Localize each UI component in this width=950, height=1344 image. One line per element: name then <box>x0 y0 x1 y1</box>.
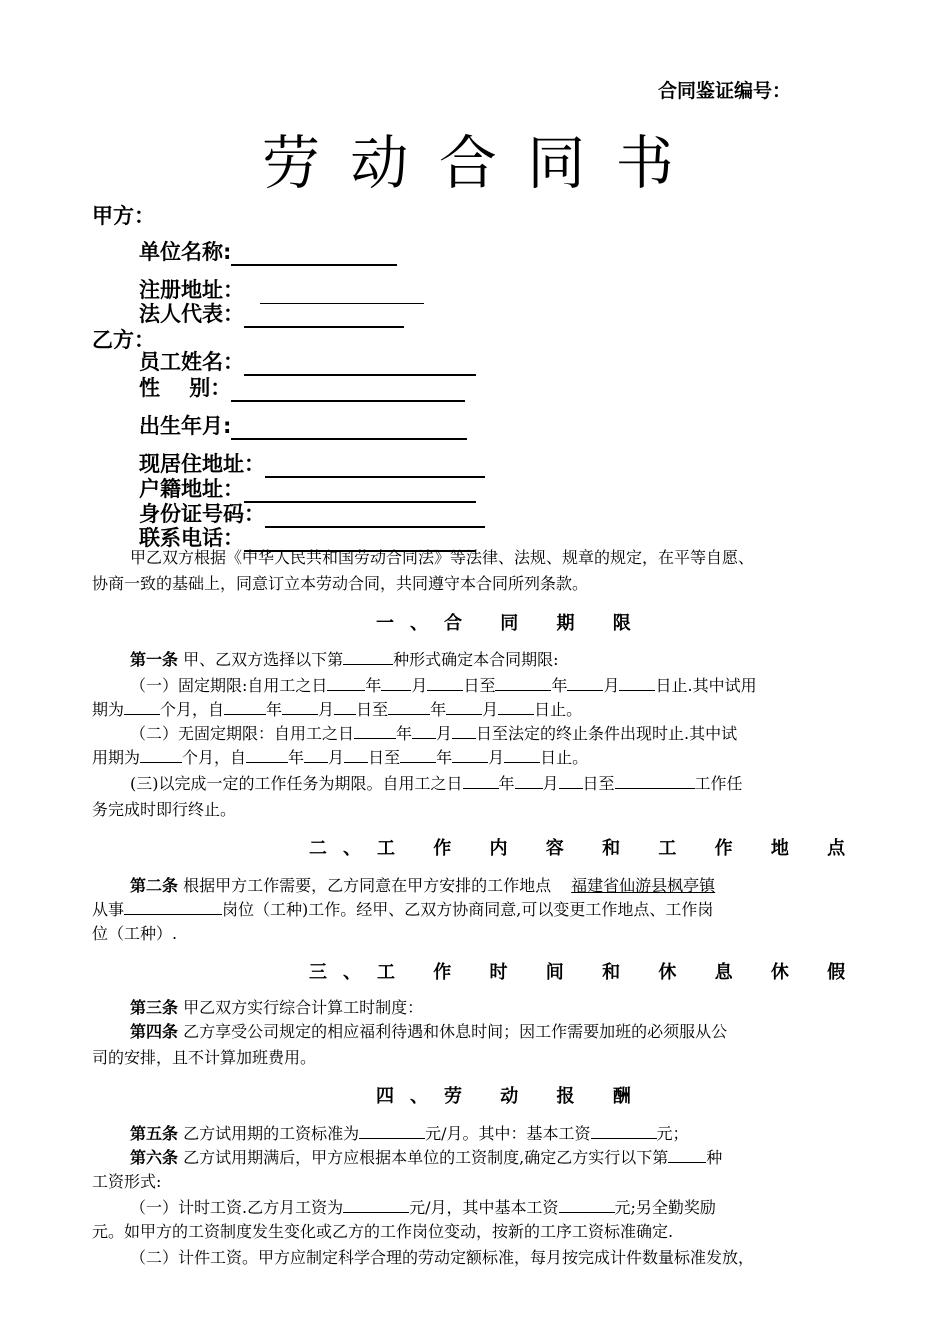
article-1-blank[interactable] <box>343 648 393 665</box>
article-2-line-2: 从事 岗位（工种)工作。经甲、乙双方协商同意,可以变更工作地点、工作岗 <box>92 900 714 919</box>
gender-field <box>139 372 465 402</box>
article-6-line-1: 第六条 乙方试用期满后，甲方应根据本单位的工资制度,确定乙方实行以下第 种 <box>130 1148 723 1167</box>
party-b-label: 乙方： <box>92 328 155 352</box>
article-1-label: 第一条 <box>130 650 179 669</box>
article-5-label: 第五条 <box>130 1124 179 1143</box>
fixed-term-line-2: 期为 个月，自 年 月 日至 年 月 日止。 <box>92 700 583 719</box>
unit-name-label: 单位名称: <box>139 240 232 264</box>
section-heading-hours: 三、工 作 时 间 和 休 息 休 假 <box>309 962 862 983</box>
section-heading-work: 二、工 作 内 容 和 工 作 地 点 <box>309 838 862 859</box>
party-a-label: 甲方： <box>92 204 155 228</box>
household-label: 户籍地址： <box>139 477 244 501</box>
article-5-line: 第五条 乙方试用期的工资标准为 元/月。其中：基本工资 元； <box>130 1124 689 1143</box>
task-term-line-2: 务完成时即行终止。 <box>92 800 237 819</box>
fixed-term-line-1: （一）固定期限:自用工之日 年 月 日至 年 月 日止.其中试用 <box>130 676 757 695</box>
article-4-label: 第四条 <box>130 1022 179 1041</box>
article-6-line-4: 元。如甲方的工资制度发生变化或乙方的工作岗位变动，按新的工序工资标准确定. <box>92 1222 674 1241</box>
unit-name-blank[interactable] <box>231 244 397 266</box>
birth-field <box>139 410 467 440</box>
open-term-line-1: （二）无固定期限：自用工之日 年 月 日至法定的终止条件出现时止.其中试 <box>130 724 738 743</box>
gender-blank[interactable] <box>231 380 465 402</box>
article-6-line-3: （一）计时工资.乙方月工资为 元/月，其中基本工资 元;另全勤奖励 <box>130 1198 716 1217</box>
open-term-line-2: 用期为 个月，自 年 月 日至 年 月 日止。 <box>92 748 589 767</box>
article-3-line: 第三条 甲乙双方实行综合计算工时制度： <box>130 998 424 1017</box>
article-1-line <box>130 648 559 672</box>
task-term-line-1: (三)以完成一定的工作任务为期限。自用工之日 年 月 日至 工作任 <box>130 774 743 793</box>
article-2-line-3: 位（工种）. <box>92 924 178 943</box>
legal-rep-label: 法人代表： <box>139 302 244 326</box>
article-4-line-1: 第四条 乙方享受公司规定的相应福利待遇和休息时间；因工作需要加班的必须服从公 <box>130 1022 728 1041</box>
section-heading-pay: 四、劳 动 报 酬 <box>376 1086 647 1107</box>
intro-line-1: 甲乙双方根据《中华人民共和国劳动合同法》等法律、法规、规章的规定，在平等自愿、 <box>130 548 755 567</box>
gender-label: 性 别： <box>139 376 232 400</box>
phone-label: 联系电话： <box>139 526 244 550</box>
article-3-label: 第三条 <box>130 998 179 1017</box>
article-6-line-5: （二）计件工资。甲方应制定科学合理的劳动定额标准，每月按完成计件数量标准发放， <box>130 1248 755 1267</box>
unit-name-field <box>139 236 397 266</box>
post-blank[interactable] <box>124 898 222 915</box>
article-2-line-1: 第二条 根据甲方工作需要，乙方同意在甲方安排的工作地点 福建省仙游县枫亭镇 <box>130 876 716 895</box>
residence-label: 现居住地址： <box>139 452 265 476</box>
intro-line-2: 协商一致的基础上，同意订立本劳动合同，共同遵守本合同所列条款。 <box>92 574 589 593</box>
article-1-text-b: 种形式确定本合同期限: <box>393 650 559 669</box>
birth-blank[interactable] <box>231 418 467 440</box>
article-1-text-a: 甲、乙双方选择以下第 <box>183 650 344 669</box>
section-heading-term: 一、合 同 期 限 <box>376 613 647 634</box>
article-2-label: 第二条 <box>130 876 179 895</box>
page-title: 劳 动 合 同 书 <box>262 129 680 197</box>
contract-number-label: 合同鉴证编号： <box>658 80 792 102</box>
article-6-line-2: 工资形式: <box>92 1172 162 1191</box>
legal-rep-blank[interactable] <box>244 306 404 328</box>
id-number-label: 身份证号码： <box>139 502 265 526</box>
legal-rep-field <box>139 298 404 328</box>
name-label: 员工姓名： <box>139 350 244 374</box>
article-6-label: 第六条 <box>130 1148 179 1167</box>
reg-address-label: 注册地址： <box>139 278 244 302</box>
birth-label: 出生年月: <box>139 414 232 438</box>
work-place-value: 福建省仙游县枫亭镇 <box>571 876 716 895</box>
article-4-line-2: 司的安排，且不计算加班费用。 <box>92 1048 317 1067</box>
